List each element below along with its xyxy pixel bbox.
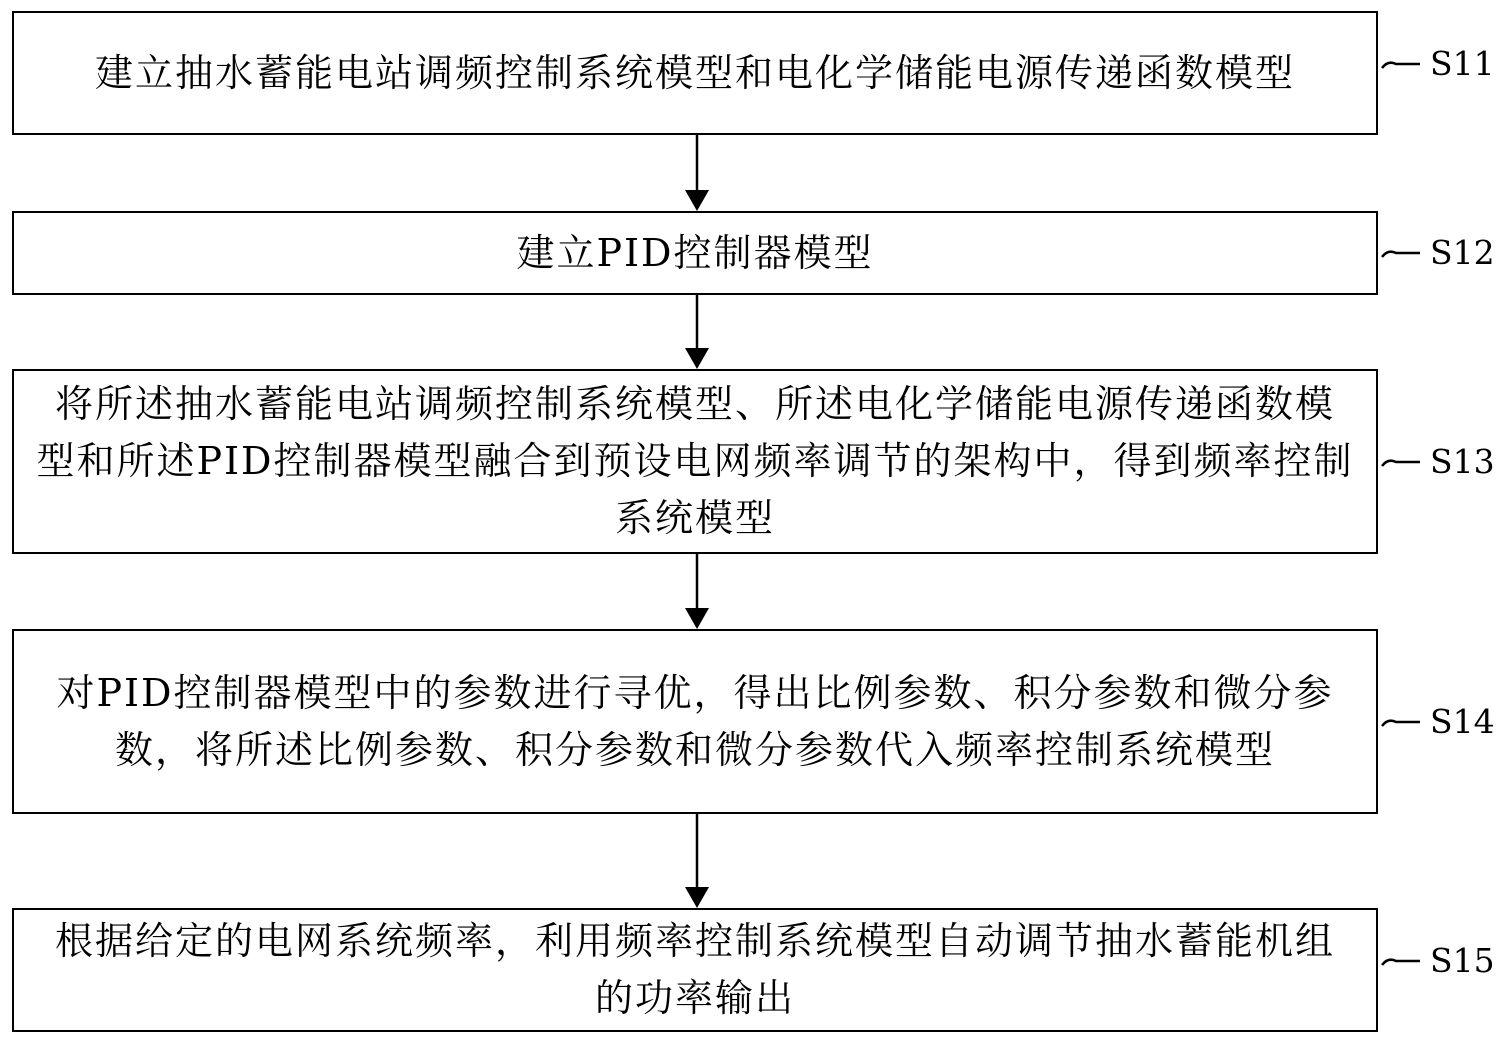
step-label-s13: S13 — [1430, 442, 1495, 481]
leader-line-s15 — [1382, 960, 1420, 965]
leader-line-s11 — [1382, 63, 1420, 68]
flow-arrow-s14-s15 — [685, 814, 709, 908]
flow-arrow-s12-s13 — [685, 295, 709, 369]
leader-line-s13 — [1382, 461, 1420, 466]
step-text-s11: 建立抽水蓄能电站调频控制系统模型和电化学储能电源传递函数模型 — [94, 50, 1295, 95]
step-text-s15: 根据给定的电网系统频率，利用频率控制系统模型自动调节抽水蓄能机组的功率输出 — [54, 919, 1335, 1020]
flow-arrow-s13-s14 — [685, 554, 709, 629]
step-text-s14: 对PID控制器模型中的参数进行寻优，得出比例参数、积分参数和微分参数，将所述比例参数、积分参数和微分参数代入频率控制系统模型 — [56, 670, 1334, 772]
leader-line-s14 — [1382, 721, 1420, 726]
flow-arrow-s11-s12 — [685, 135, 709, 211]
step-text-s12: 建立PID控制器模型 — [516, 230, 874, 275]
step-label-s14: S14 — [1430, 702, 1495, 741]
step-label-s12: S12 — [1430, 233, 1495, 272]
step-label-s11: S11 — [1430, 44, 1495, 83]
step-label-s15: S15 — [1430, 941, 1495, 980]
leader-line-s12 — [1382, 252, 1420, 257]
step-text-s13: 将所述抽水蓄能电站调频控制系统模型、所述电化学储能电源传递函数模型和所述PID控制器模型融合到预设电网频率调节的架构中，得到频率控制系统模型 — [36, 382, 1354, 540]
